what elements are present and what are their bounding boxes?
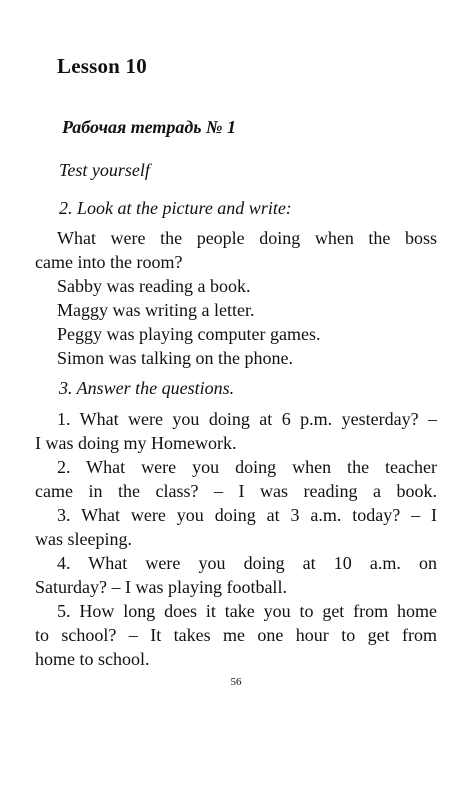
- task3-line: 5. How long does it take you to get from home: [57, 601, 437, 621]
- task3-line: 2. What were you doing when the teacher: [57, 457, 437, 477]
- task2-answer: Sabby was reading a book.: [57, 276, 251, 296]
- task3-line: was sleeping.: [35, 529, 132, 549]
- task2-answer: Maggy was writing a letter.: [57, 300, 255, 320]
- task2-heading: 2. Look at the picture and write:: [59, 198, 292, 218]
- task3-line: Saturday? – I was playing football.: [35, 577, 287, 597]
- task3-line: I was doing my Homework.: [35, 433, 237, 453]
- task2-answer: Simon was talking on the phone.: [57, 348, 293, 368]
- task3-line: 3. What were you doing at 3 a.m. today? – I: [57, 505, 437, 525]
- task3-line: 1. What were you doing at 6 p.m. yesterday? –: [57, 409, 437, 429]
- task2-question-line2: came into the room?: [35, 252, 183, 272]
- task2-question-line1: What were the people doing when the boss: [57, 228, 437, 248]
- task3-line: to school? – It takes me one hour to get from: [35, 625, 437, 645]
- task2-answer: Peggy was playing computer games.: [57, 324, 321, 344]
- workbook-title: Рабочая тетрадь № 1: [62, 117, 236, 137]
- task3-line: 4. What were you doing at 10 a.m. on: [57, 553, 437, 573]
- test-yourself-heading: Test yourself: [59, 160, 150, 180]
- task3-line: home to school.: [35, 649, 150, 669]
- page-number: 56: [230, 676, 242, 688]
- task3-line: came in the class? – I was reading a book.: [35, 481, 437, 501]
- task3-heading: 3. Answer the questions.: [59, 378, 235, 398]
- lesson-title: Lesson 10: [57, 54, 147, 78]
